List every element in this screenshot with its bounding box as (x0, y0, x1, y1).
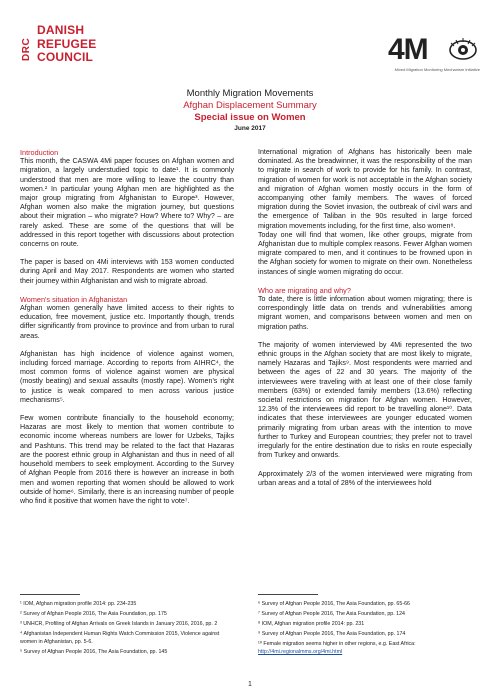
report-title: Monthly Migration Movements (186, 88, 314, 99)
footnote: ¹ IOM, Afghan migration profile 2014: pp. 234-235 (20, 601, 137, 607)
paragraph: Today one will find that women, like other groups, migrate from Afghanistan due to multiple complex reasons. Fewer Afghan women migrate compared to men, and it continues to be frowned upon in the Afghan society for women to migrate on their own. Nonetheless instances of single women migrating do occur. (258, 230, 472, 276)
paragraph: The paper is based on 4Mi interviews with 153 women conducted during April and May 2017. Respondents are women who started their journey within Afghanistan and wish to migrate abroad. (20, 258, 234, 285)
section-heading-situation: Women's situation in Afghanistan (20, 294, 128, 304)
paragraph: Afghan women generally have limited access to their rights to education, free movement, justice etc. Importantly though, trends differ significantly from province to province and from urban to rural areas. (20, 304, 234, 340)
section-heading-introduction: Introduction (20, 148, 59, 157)
footnotes-right (258, 600, 472, 659)
drc-logo-line: DANISH (37, 23, 85, 37)
footnote: ⁷ Survey of Afghan People 2016, The Asia Foundation, pp. 124 (258, 611, 406, 618)
footnote: ⁶ Survey of Afghan People 2016, The Asia Foundation, pp. 65-66 (258, 601, 410, 607)
footnote-divider (258, 594, 318, 595)
drc-logo-line: REFUGEE (37, 36, 97, 51)
paragraph: Few women contribute financially to the household economy; Hazaras are most likely to mention that women contribute to economic income whereas numbers are lower for Uzbeks, Tajiks and Pashtuns. This trend may be related to the fact that Hazaras are the poorest ethnic group in Afghanistan and thus in need of all household members to seek employment. According to the Survey of Afghan People from 2016 there is however an increase in both men and women reporting that women should be allowed to work outside of home⁶. Similarly, there is an increasing number of people who find it positive that women have the right to vote⁷. (20, 414, 234, 505)
report-subtitle: Afghan Displacement Summary (183, 100, 317, 111)
footnote: ² Survey of Afghan People 2016, The Asia Foundation, pp. 175 (20, 611, 167, 618)
paragraph: To date, there is little information about women migrating; there is correspondingly little data on trends and vulnerabilities among migrant women, and comparisons between women and men on migration paths. (258, 295, 472, 331)
left-column (20, 148, 234, 506)
paragraph: The majority of women interviewed by 4Mi represented the two ethnic groups in the Afghan society that are most likely to migrate, namely Hazaras and Tajiks⁹. Most respondents were married and between the ages of 22 and 30 years. The majority of the interviewees were traveling with at least one of their close family members (63%) or extended family members (13.6%) reflecting societal restrictions on migration for Afghan women. However, 12.3% of the interviewees did report to be travelling alone¹⁰. Data indicates that these interviewees are younger educated women primarily migrating from urban areas with the intention to move further to Turkey and European countries; they prefer not to travel irregularly for the entire destination due to risks en route especially from Turkey and onwards. (258, 340, 472, 460)
paragraph: This month, the CASWA 4Mi paper focuses on Afghan women and migration, a largely understudied topic to date¹. It is commonly understood that men are more willing to leave the country than women.² In particular young Afghan men are highlighted as the major group migrating from Afghanistan to Europe³. However, Afghan women also make the migration journey, but questions about their migration – who migrate? How? Where to? Why? – are rarely asked. These are some of the questions that will be addressed in this report together with discussions about protection concerns on route. (20, 157, 234, 249)
page-number: 1 (248, 681, 252, 688)
footnote-divider (20, 594, 80, 595)
paragraph: Afghanistan has high incidence of violence against women, including forced marriage. According to reports from AIHRC⁴, the most common forms of violence against women are physical (mostly beating) and sexual assaults (mostly rape). Women's right to justice is weak compared to men across various justice mechanisms⁵. (20, 349, 234, 404)
drc-logo-text (37, 24, 96, 65)
footnotes-left (20, 600, 234, 659)
footnote-text: ¹⁰ Female migration seems higher in other regions, e.g. East Africa: (258, 641, 416, 648)
drc-logo-line: COUNCIL (37, 50, 94, 64)
footnote: ⁵ Survey of Afghan People 2016, The Asia Foundation, pp. 145 (20, 649, 168, 656)
eye-icon (448, 35, 478, 65)
report-date: June 2017 (234, 125, 266, 132)
footnote: ⁹ Survey of Afghan People 2016, The Asia Foundation, pp. 174 (258, 631, 406, 638)
footnote (258, 640, 472, 656)
paragraph: Approximately 2/3 of the women interviewed were migrating from urban areas and a total of 28% of the interviewees hold (258, 469, 472, 487)
footnote: ³ UNHCR, Profiling of Afghan Arrivals on Greek Islands in January 2016, 2016, pp. 2 (20, 621, 218, 628)
footnote-link[interactable]: http://4mi.regionalmms.org/4mi.html (258, 649, 343, 656)
title-block (0, 88, 500, 134)
drc-logo-mark: DRC (21, 37, 32, 61)
drc-logo (22, 24, 142, 74)
section-heading-who-migrating: Who are migrating and why? (258, 285, 351, 295)
footnote: ⁴ Afghanistan Independent Human Rights Watch Commission 2015, Violence against women in Afghanistan, pp. 5-6. (20, 631, 220, 646)
footnote: ⁸ IOM, Afghan migration profile 2014: pp. 231 (258, 621, 365, 628)
report-special-issue: Special issue on Women (194, 112, 306, 123)
right-column (258, 148, 472, 488)
paragraph: International migration of Afghans has historically been male dominated. As the breadwinner, it was the responsibility of the man to migrate in search of work to provide for his family. In contrast, migration of women for work is not acceptable in the Afghan society and migration of Afghan women mostly occurs in the form of accompanying other family members. The waves of forced migration during the Soviet invasion, the outbreak of civil wars and the emergence of Taliban in the 90s resulted in large forced migration movements including, for the first time, also women⁸. (258, 148, 472, 230)
fourmi-logo (370, 35, 480, 85)
fourmi-tagline: Mixed Migration Monitoring Mechanism Initiative (394, 67, 480, 72)
fourmi-logo-text: 4M (388, 33, 428, 66)
